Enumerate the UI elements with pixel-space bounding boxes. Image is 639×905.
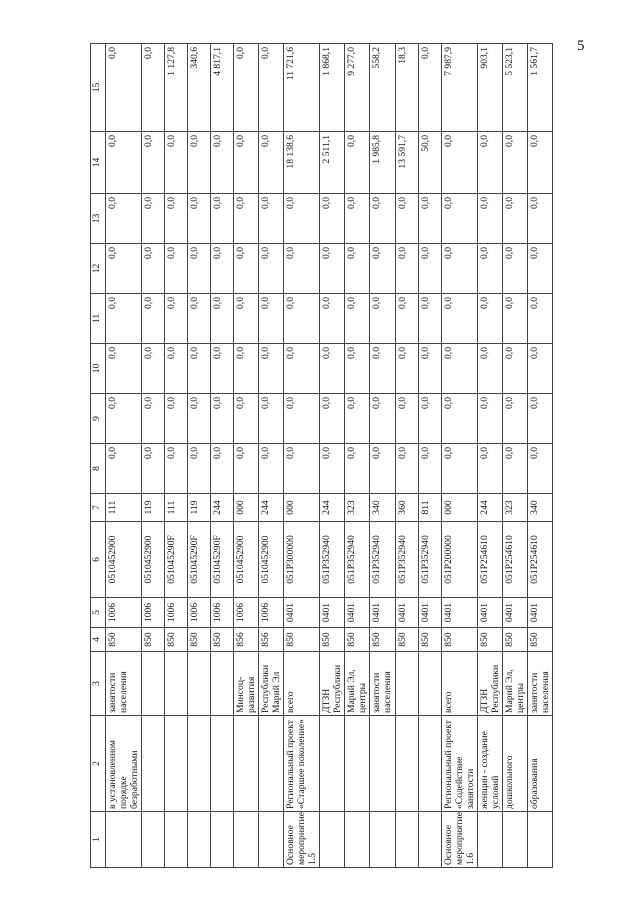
cell-c3	[188, 652, 211, 716]
cell-c6: 0510452900	[106, 522, 142, 598]
cell-c3	[395, 652, 418, 716]
cell-value: 0,0	[441, 194, 477, 244]
cell-value: 0,0	[211, 444, 234, 494]
cell-c3: всего	[284, 652, 320, 716]
cell-c4: 850	[370, 628, 395, 652]
cell-value: 0,0	[211, 244, 234, 294]
column-header-3: 3	[91, 652, 106, 716]
cell-value: 0,0	[527, 344, 552, 394]
column-header-15: 15	[91, 44, 106, 132]
cell-c3: Минсоц-развития	[234, 652, 259, 716]
rotated-table-container	[90, 44, 602, 868]
cell-value: 0,0	[259, 444, 284, 494]
cell-value: 0,0	[320, 194, 345, 244]
cell-c5: 0401	[441, 598, 477, 628]
cell-c4: 850	[395, 628, 418, 652]
cell-c2: в установленном порядке безработными	[106, 716, 142, 812]
cell-c5: 1006	[259, 598, 284, 628]
cell-value: 0,0	[234, 132, 259, 194]
table-row	[284, 44, 320, 868]
cell-value: 4 817,1	[211, 44, 234, 132]
cell-c7: 244	[320, 494, 345, 522]
cell-value: 0,0	[527, 444, 552, 494]
cell-value: 0,0	[211, 394, 234, 444]
cell-c5: 1006	[234, 598, 259, 628]
column-header-13: 13	[91, 194, 106, 244]
cell-c7: 111	[106, 494, 142, 522]
table-row	[395, 44, 418, 868]
cell-c2	[142, 716, 165, 812]
cell-value: 0,0	[477, 294, 502, 344]
table-row	[370, 44, 395, 868]
cell-value: 0,0	[441, 244, 477, 294]
cell-value: 0,0	[106, 444, 142, 494]
column-header-5: 5	[91, 598, 106, 628]
cell-c6: 051P200000	[441, 522, 477, 598]
cell-value: 0,0	[142, 44, 165, 132]
cell-value: 0,0	[165, 444, 188, 494]
cell-c6: 0510452900	[259, 522, 284, 598]
cell-value: 0,0	[477, 194, 502, 244]
cell-c4: 850	[477, 628, 502, 652]
cell-c5: 0401	[527, 598, 552, 628]
cell-c3: занятости населения	[370, 652, 395, 716]
cell-c5: 0401	[477, 598, 502, 628]
cell-c3: занятости населения	[106, 652, 142, 716]
cell-value: 0,0	[502, 394, 527, 444]
cell-value: 0,0	[188, 294, 211, 344]
column-header-11: 11	[91, 294, 106, 344]
cell-c7: 000	[284, 494, 320, 522]
cell-value: 0,0	[527, 294, 552, 344]
cell-c5: 1006	[165, 598, 188, 628]
cell-value: 0,0	[142, 444, 165, 494]
cell-c7: 244	[259, 494, 284, 522]
cell-c7: 340	[527, 494, 552, 522]
cell-c6: 051P254610	[477, 522, 502, 598]
cell-value: 0,0	[234, 394, 259, 444]
column-header-14: 14	[91, 132, 106, 194]
cell-value: 0,0	[211, 132, 234, 194]
cell-c1	[188, 812, 211, 868]
cell-c3: занятости населения	[527, 652, 552, 716]
cell-value: 0,0	[106, 344, 142, 394]
cell-c6: 051P254610	[502, 522, 527, 598]
cell-c2: Региональный проект «Старшее поколение»	[284, 716, 320, 812]
table-row	[211, 44, 234, 868]
cell-value: 0,0	[106, 194, 142, 244]
cell-value: 0,0	[441, 294, 477, 344]
table-row	[188, 44, 211, 868]
cell-value: 0,0	[502, 444, 527, 494]
cell-value: 0,0	[142, 294, 165, 344]
cell-value: 0,0	[142, 394, 165, 444]
cell-c2	[259, 716, 284, 812]
cell-c7: 244	[477, 494, 502, 522]
cell-value: 0,0	[234, 44, 259, 132]
cell-value: 0,0	[418, 294, 441, 344]
cell-value: 0,0	[259, 394, 284, 444]
cell-value: 0,0	[345, 344, 370, 394]
cell-value: 1 868,1	[320, 44, 345, 132]
cell-value: 0,0	[320, 394, 345, 444]
cell-c3	[165, 652, 188, 716]
cell-value: 0,0	[370, 194, 395, 244]
cell-c2	[234, 716, 259, 812]
cell-value: 0,0	[259, 132, 284, 194]
cell-value: 0,0	[477, 394, 502, 444]
cell-value: 0,0	[441, 132, 477, 194]
cell-value: 0,0	[142, 344, 165, 394]
cell-value: 0,0	[320, 344, 345, 394]
cell-c4: 850	[527, 628, 552, 652]
cell-c7: 000	[441, 494, 477, 522]
column-header-8: 8	[91, 444, 106, 494]
column-header-9: 9	[91, 394, 106, 444]
cell-value: 0,0	[106, 244, 142, 294]
cell-value: 0,0	[284, 344, 320, 394]
cell-value: 2 511,1	[320, 132, 345, 194]
cell-c1	[320, 812, 345, 868]
cell-c3	[142, 652, 165, 716]
cell-value: 558,2	[370, 44, 395, 132]
cell-value: 0,0	[234, 444, 259, 494]
cell-value: 0,0	[345, 194, 370, 244]
cell-value: 0,0	[188, 194, 211, 244]
cell-c1: Основное мероприятие 1.5	[284, 812, 320, 868]
cell-value: 0,0	[106, 394, 142, 444]
cell-c7: 323	[502, 494, 527, 522]
column-header-4: 4	[91, 628, 106, 652]
cell-c5: 0401	[502, 598, 527, 628]
cell-value: 0,0	[345, 444, 370, 494]
cell-c6: 051P300000	[284, 522, 320, 598]
cell-c6: 051P352940	[320, 522, 345, 598]
cell-c1	[418, 812, 441, 868]
cell-c5: 1006	[211, 598, 234, 628]
column-header-6: 6	[91, 522, 106, 598]
cell-value: 0,0	[165, 132, 188, 194]
cell-c6: 051045290F	[211, 522, 234, 598]
cell-value: 0,0	[527, 132, 552, 194]
cell-value: 0,0	[211, 344, 234, 394]
cell-c7: 111	[165, 494, 188, 522]
cell-value: 0,0	[211, 294, 234, 344]
cell-c4: 850	[165, 628, 188, 652]
cell-value: 0,0	[234, 294, 259, 344]
cell-value: 0,0	[418, 44, 441, 132]
cell-value: 50,0	[418, 132, 441, 194]
cell-c2	[165, 716, 188, 812]
cell-c6: 0510452900	[234, 522, 259, 598]
cell-value: 7 987,9	[441, 44, 477, 132]
cell-value: 0,0	[234, 194, 259, 244]
cell-c5: 0401	[370, 598, 395, 628]
cell-value: 0,0	[106, 44, 142, 132]
cell-value: 0,0	[345, 294, 370, 344]
cell-c5: 0401	[395, 598, 418, 628]
cell-value: 0,0	[284, 294, 320, 344]
cell-c7: 000	[234, 494, 259, 522]
cell-c2	[320, 716, 345, 812]
cell-value: 0,0	[165, 394, 188, 444]
cell-c5: 0401	[284, 598, 320, 628]
cell-value: 0,0	[477, 132, 502, 194]
cell-c1	[259, 812, 284, 868]
cell-value: 0,0	[259, 44, 284, 132]
cell-c5: 0401	[320, 598, 345, 628]
cell-value: 0,0	[441, 344, 477, 394]
cell-value: 0,0	[502, 294, 527, 344]
cell-value: 0,0	[259, 294, 284, 344]
cell-c7: 323	[345, 494, 370, 522]
cell-value: 0,0	[370, 344, 395, 394]
cell-c4: 850	[106, 628, 142, 652]
cell-c1: Основное мероприятие 1.6	[441, 812, 477, 868]
cell-c3: Марий Эл, центры	[502, 652, 527, 716]
cell-c3	[211, 652, 234, 716]
cell-value: 0,0	[284, 194, 320, 244]
cell-value: 0,0	[188, 444, 211, 494]
budget-table	[90, 43, 553, 868]
cell-value: 0,0	[320, 444, 345, 494]
cell-c2	[395, 716, 418, 812]
cell-value: 0,0	[165, 194, 188, 244]
cell-value: 18 138,6	[284, 132, 320, 194]
cell-value: 13 591,7	[395, 132, 418, 194]
cell-c1	[395, 812, 418, 868]
cell-value: 5 523,1	[502, 44, 527, 132]
cell-c4: 850	[502, 628, 527, 652]
cell-value: 0,0	[320, 294, 345, 344]
column-header-7: 7	[91, 494, 106, 522]
cell-value: 0,0	[165, 244, 188, 294]
cell-value: 0,0	[370, 294, 395, 344]
cell-c6: 051P352940	[395, 522, 418, 598]
cell-c2: дошкольного	[502, 716, 527, 812]
cell-value: 0,0	[284, 244, 320, 294]
cell-c7: 811	[418, 494, 441, 522]
cell-c4: 850	[345, 628, 370, 652]
cell-value: 0,0	[441, 394, 477, 444]
cell-c1	[142, 812, 165, 868]
cell-c1	[211, 812, 234, 868]
cell-value: 0,0	[320, 244, 345, 294]
cell-c1	[165, 812, 188, 868]
cell-value: 0,0	[259, 344, 284, 394]
cell-value: 903,1	[477, 44, 502, 132]
cell-c4: 850	[211, 628, 234, 652]
column-header-1: 1	[91, 812, 106, 868]
cell-value: 1 985,8	[370, 132, 395, 194]
cell-c7: 119	[188, 494, 211, 522]
cell-value: 0,0	[142, 132, 165, 194]
cell-c2	[370, 716, 395, 812]
table-row	[165, 44, 188, 868]
cell-value: 0,0	[527, 194, 552, 244]
cell-value: 0,0	[106, 294, 142, 344]
page-number: 5	[577, 38, 585, 54]
cell-value: 0,0	[370, 444, 395, 494]
table-row	[234, 44, 259, 868]
cell-value: 0,0	[188, 394, 211, 444]
cell-value: 0,0	[418, 394, 441, 444]
cell-value: 0,0	[370, 244, 395, 294]
cell-c6: 051045290F	[188, 522, 211, 598]
cell-c6: 0510452900	[142, 522, 165, 598]
cell-c2: Региональный проект «Содействие занятости	[441, 716, 477, 812]
table-row	[320, 44, 345, 868]
cell-value: 9 277,0	[345, 44, 370, 132]
cell-value: 0,0	[418, 444, 441, 494]
cell-c3: Республики Марий Эл	[259, 652, 284, 716]
column-header-2: 2	[91, 716, 106, 812]
cell-c3	[418, 652, 441, 716]
cell-c5: 1006	[188, 598, 211, 628]
cell-c2	[345, 716, 370, 812]
cell-c6: 051P352940	[370, 522, 395, 598]
cell-value: 0,0	[188, 244, 211, 294]
cell-value: 0,0	[345, 244, 370, 294]
cell-value: 0,0	[188, 132, 211, 194]
cell-value: 0,0	[165, 294, 188, 344]
cell-value: 0,0	[259, 194, 284, 244]
cell-value: 0,0	[188, 344, 211, 394]
cell-c7: 360	[395, 494, 418, 522]
cell-value: 0,0	[395, 394, 418, 444]
cell-value: 0,0	[259, 244, 284, 294]
cell-value: 0,0	[502, 244, 527, 294]
cell-value: 1 127,8	[165, 44, 188, 132]
cell-value: 0,0	[395, 194, 418, 244]
cell-c4: 850	[142, 628, 165, 652]
cell-c2: образования	[527, 716, 552, 812]
cell-c4: 850	[284, 628, 320, 652]
cell-value: 0,0	[477, 444, 502, 494]
cell-value: 0,0	[165, 344, 188, 394]
table-row	[502, 44, 527, 868]
column-header-12: 12	[91, 244, 106, 294]
cell-value: 0,0	[418, 194, 441, 244]
cell-value: 340,6	[188, 44, 211, 132]
cell-c4: 850	[188, 628, 211, 652]
cell-c6: 051P352940	[345, 522, 370, 598]
cell-c5: 1006	[106, 598, 142, 628]
column-header-row	[91, 44, 106, 868]
cell-c2	[188, 716, 211, 812]
cell-c3: ДТЗН Республики	[477, 652, 502, 716]
cell-c4: 856	[234, 628, 259, 652]
table-row	[527, 44, 552, 868]
cell-c4: 856	[259, 628, 284, 652]
cell-value: 0,0	[211, 194, 234, 244]
cell-c6: 051P352940	[418, 522, 441, 598]
cell-c4: 850	[320, 628, 345, 652]
column-header-10: 10	[91, 344, 106, 394]
cell-value: 11 721,6	[284, 44, 320, 132]
table-row	[106, 44, 142, 868]
cell-c2	[418, 716, 441, 812]
cell-c3: Марий Эл, центры	[345, 652, 370, 716]
cell-c4: 850	[441, 628, 477, 652]
cell-value: 0,0	[418, 244, 441, 294]
cell-value: 0,0	[502, 132, 527, 194]
cell-c6: 051045290F	[165, 522, 188, 598]
cell-value: 0,0	[395, 444, 418, 494]
table-row	[259, 44, 284, 868]
cell-c1	[106, 812, 142, 868]
cell-value: 0,0	[284, 394, 320, 444]
cell-value: 0,0	[284, 444, 320, 494]
cell-c5: 1006	[142, 598, 165, 628]
cell-value: 0,0	[395, 244, 418, 294]
cell-c7: 244	[211, 494, 234, 522]
cell-c5: 0401	[418, 598, 441, 628]
cell-c6: 051P254610	[527, 522, 552, 598]
cell-value: 0,0	[395, 344, 418, 394]
cell-value: 1 561,7	[527, 44, 552, 132]
cell-value: 0,0	[502, 194, 527, 244]
cell-value: 0,0	[527, 244, 552, 294]
cell-c2: женщин - создание условий	[477, 716, 502, 812]
cell-value: 0,0	[142, 194, 165, 244]
cell-c5: 0401	[345, 598, 370, 628]
cell-value: 0,0	[234, 344, 259, 394]
table-wrapper	[90, 44, 602, 868]
table-row	[477, 44, 502, 868]
cell-c3: всего	[441, 652, 477, 716]
cell-c1	[370, 812, 395, 868]
cell-value: 0,0	[395, 294, 418, 344]
cell-value: 18,3	[395, 44, 418, 132]
cell-c1	[345, 812, 370, 868]
cell-c3: ДТЗН Республики	[320, 652, 345, 716]
cell-c1	[502, 812, 527, 868]
cell-value: 0,0	[234, 244, 259, 294]
cell-c1	[477, 812, 502, 868]
cell-c7: 340	[370, 494, 395, 522]
cell-value: 0,0	[477, 344, 502, 394]
table-row	[345, 44, 370, 868]
cell-value: 0,0	[418, 344, 441, 394]
cell-c2	[211, 716, 234, 812]
cell-value: 0,0	[142, 244, 165, 294]
cell-value: 0,0	[106, 132, 142, 194]
cell-value: 0,0	[345, 132, 370, 194]
cell-value: 0,0	[345, 394, 370, 444]
cell-value: 0,0	[477, 244, 502, 294]
cell-value: 0,0	[527, 394, 552, 444]
cell-c1	[527, 812, 552, 868]
table-row	[418, 44, 441, 868]
cell-c4: 850	[418, 628, 441, 652]
table-row	[441, 44, 477, 868]
cell-c1	[234, 812, 259, 868]
table-row	[142, 44, 165, 868]
table-body	[106, 44, 553, 868]
cell-value: 0,0	[502, 344, 527, 394]
cell-c7: 119	[142, 494, 165, 522]
cell-value: 0,0	[370, 394, 395, 444]
cell-value: 0,0	[441, 444, 477, 494]
